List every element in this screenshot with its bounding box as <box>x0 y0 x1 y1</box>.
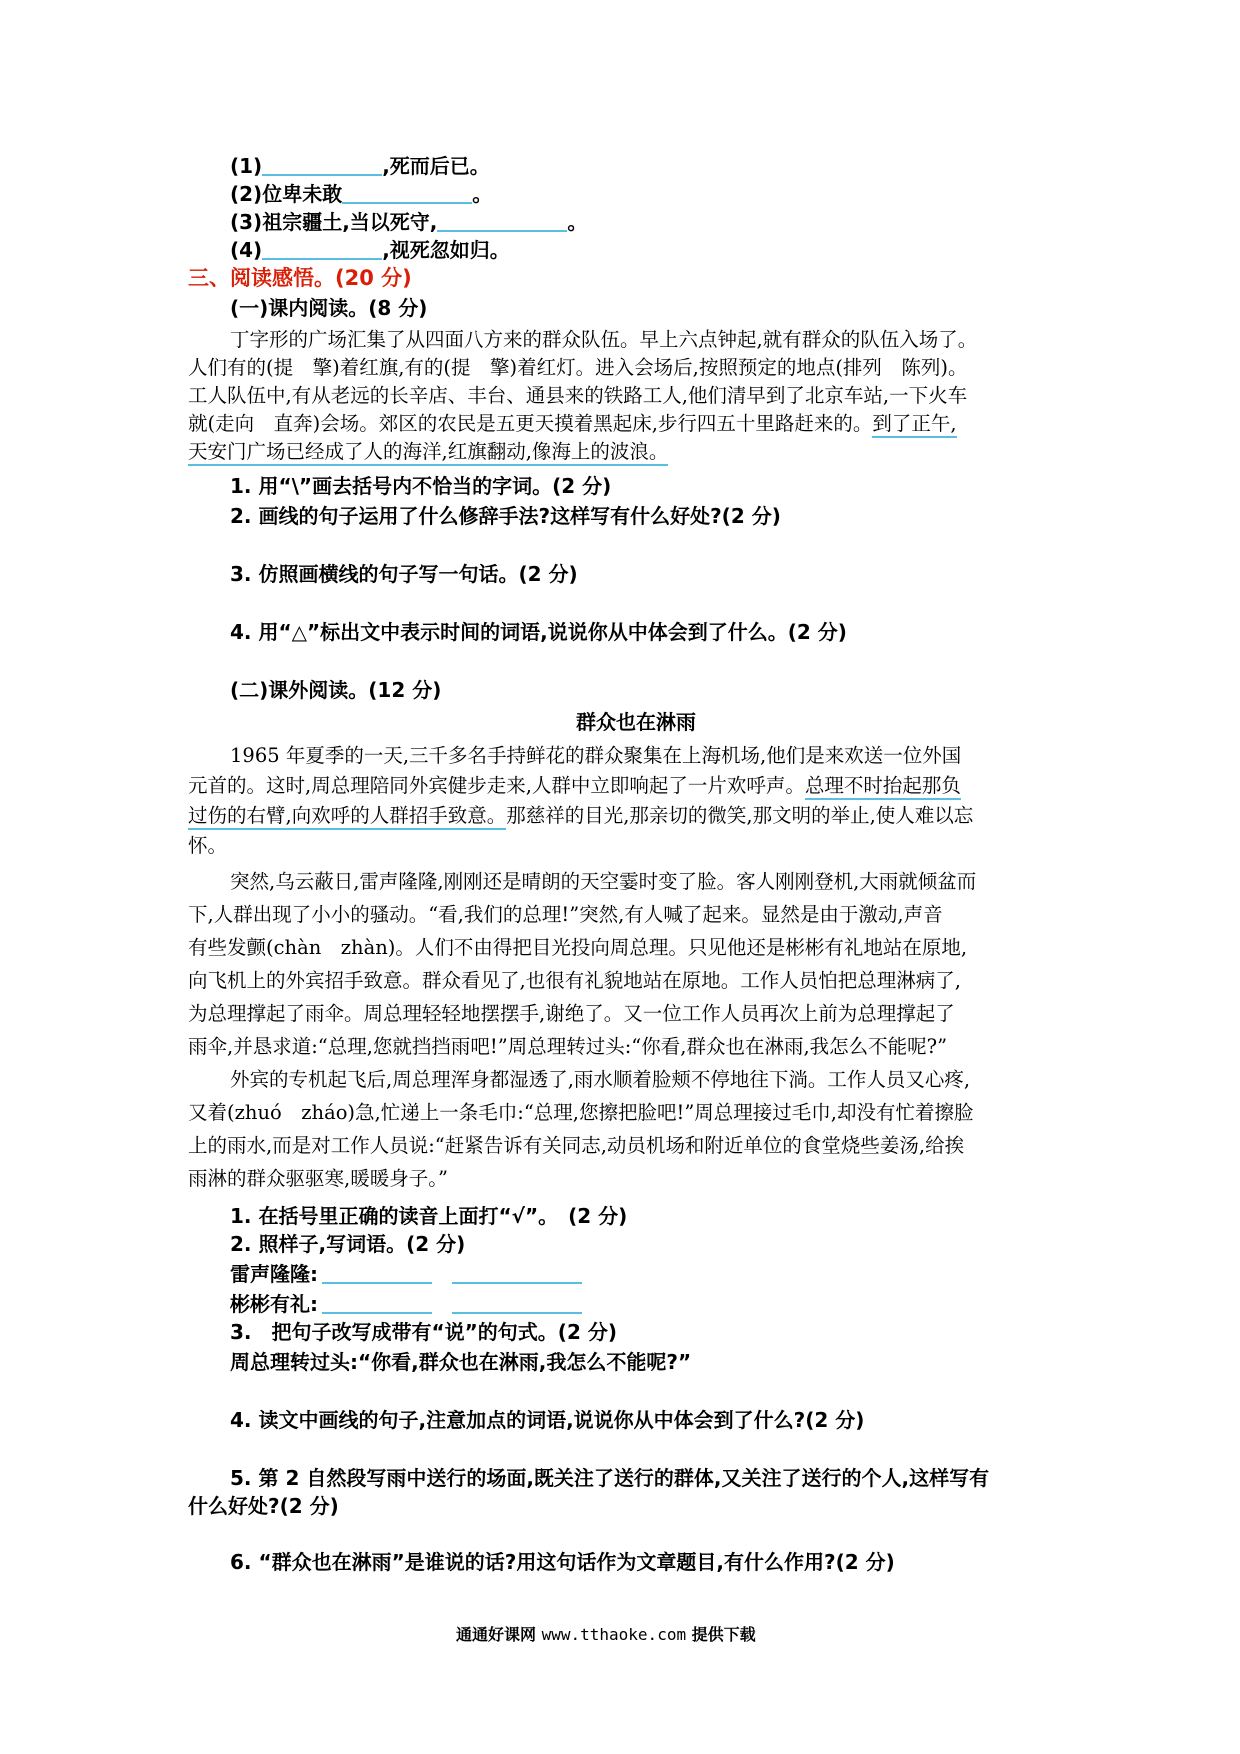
fill-blank-prefix: (3)祖宗疆土,当以死守, <box>230 210 438 234</box>
answer-blank[interactable] <box>262 240 382 260</box>
footer-site-name: 通通好课网 <box>456 1625 537 1644</box>
fill-blank-prefix: (2)位卑未敢 <box>230 182 343 206</box>
example-word: 彬彬有礼: <box>230 1292 318 1316</box>
answer-blank[interactable] <box>322 1264 432 1284</box>
rewrite-sentence: 周总理转过头:“你看,群众也在淋雨,我怎么不能呢?” <box>230 1350 692 1374</box>
part2-title: (二)课外阅读。(12 分) <box>230 678 442 702</box>
part2-question-6: 6. “群众也在淋雨”是谁说的话?用这句话作为文章题目,有什么作用?(2 分) <box>230 1550 895 1574</box>
footer <box>456 1625 756 1644</box>
passage2-line: 又着(zhuó zháo)急,忙递上一条毛巾:“总理,您擦把脸吧!”周总理接过毛巾,却没有忙着擦脸 <box>188 1101 974 1124</box>
passage1-line <box>188 440 668 463</box>
word-example-1 <box>230 1262 582 1286</box>
passage2-line: 突然,乌云蔽日,雷声隆隆,刚刚还是晴朗的天空霎时变了脸。客人刚刚登机,大雨就倾盆而 <box>230 870 977 893</box>
passage1-line <box>188 412 957 435</box>
passage2-line: 向飞机上的外宾招手致意。群众看见了,也很有礼貌地站在原地。工作人员怕把总理淋病了, <box>188 969 961 992</box>
section-heading: 三、阅读感悟。(20 分) <box>188 266 412 290</box>
part1-title: (一)课内阅读。(8 分) <box>230 296 428 320</box>
example-word: 雷声隆隆: <box>230 1262 318 1286</box>
answer-blank[interactable] <box>262 156 382 176</box>
answer-blank[interactable] <box>437 212 567 232</box>
part2-question-3: 3. 把句子改写成带有“说”的句式。(2 分) <box>230 1320 617 1344</box>
part1-question-3: 3. 仿照画横线的句子写一句话。(2 分) <box>230 562 578 586</box>
passage2-line: 怀。 <box>188 834 228 857</box>
part1-question-1: 1. 用“\”画去括号内不恰当的字词。(2 分) <box>230 474 612 498</box>
answer-blank[interactable] <box>452 1264 582 1284</box>
passage2-line: 雨伞,并恳求道:“总理,您就挡挡雨吧!”周总理转过头:“你看,群众也在淋雨,我怎么不能呢?” <box>188 1035 948 1058</box>
passage1-line: 工人队伍中,有从老远的长辛店、丰台、通县来的铁路工人,他们清早到了北京车站,一下火车 <box>188 384 968 407</box>
passage1-line: 人们有的(提 擎)着红旗,有的(提 擎)着红灯。进入会场后,按照预定的地点(排列 陈列)。 <box>188 356 968 379</box>
part2-question-5-cont: 什么好处?(2 分) <box>188 1494 339 1518</box>
part2-question-5: 5. 第 2 自然段写雨中送行的场面,既关注了送行的群体,又关注了送行的个人,这样写有 <box>230 1466 990 1490</box>
passage2-line: 上的雨水,而是对工作人员说:“赶紧告诉有关同志,动员机场和附近单位的食堂烧些姜汤,给挨 <box>188 1134 965 1157</box>
answer-blank[interactable] <box>342 184 472 204</box>
fill-blank-2 <box>230 182 492 206</box>
fill-blank-suffix: ,视死忽如归。 <box>382 238 510 262</box>
word-example-2 <box>230 1292 582 1316</box>
fill-blank-suffix: ,死而后已。 <box>382 154 490 178</box>
passage2-line <box>188 774 961 797</box>
footer-suffix: 提供下载 <box>691 1625 756 1644</box>
passage2-line: 1965 年夏季的一天,三千多名手持鲜花的群众聚集在上海机场,他们是来欢送一位外国 <box>230 744 962 767</box>
passage2-line: 为总理撑起了雨伞。周总理轻轻地摆摆手,谢绝了。又一位工作人员再次上前为总理撑起了 <box>188 1002 955 1025</box>
fill-blank-suffix: 。 <box>472 182 493 206</box>
passage2-text: 元首的。这时,周总理陪同外宾健步走来,人群中立即响起了一片欢呼声。 <box>188 774 805 797</box>
fill-blank-suffix: 。 <box>567 210 588 234</box>
answer-blank[interactable] <box>452 1294 582 1314</box>
fill-blank-prefix: (1) <box>230 154 263 178</box>
underlined-sentence: 过伤的右臂,向欢呼的人群招手致意。 <box>188 804 506 830</box>
part1-question-2: 2. 画线的句子运用了什么修辞手法?这样写有什么好处?(2 分) <box>230 504 781 528</box>
part2-question-4: 4. 读文中画线的句子,注意加点的词语,说说你从中体会到了什么?(2 分) <box>230 1408 865 1432</box>
passage1-line: 丁字形的广场汇集了从四面八方来的群众队伍。早上六点钟起,就有群众的队伍入场了。 <box>230 328 978 351</box>
passage1-text: 就(走向 直奔)会场。郊区的农民是五更天摸着黑起床,步行四五十里路赶来的。 <box>188 412 873 435</box>
fill-blank-1 <box>230 154 490 178</box>
underlined-sentence: 天安门广场已经成了人的海洋,红旗翻动,像海上的波浪。 <box>188 440 668 466</box>
part2-question-2: 2. 照样子,写词语。(2 分) <box>230 1232 466 1256</box>
passage2-line: 外宾的专机起飞后,周总理浑身都湿透了,雨水顺着脸颊不停地往下淌。工作人员又心疼, <box>230 1068 971 1091</box>
underlined-sentence: 总理不时抬起那负 <box>805 774 961 800</box>
passage2-line: 有些发颤(chàn zhàn)。人们不由得把目光投向周总理。只见他还是彬彬有礼地站在原地, <box>188 936 968 959</box>
fill-blank-3 <box>230 210 587 234</box>
passage2-line: 下,人群出现了小小的骚动。“看,我们的总理!”突然,有人喊了起来。显然是由于激动,声音 <box>188 903 943 926</box>
part2-question-1: 1. 在括号里正确的读音上面打“√”。 (2 分) <box>230 1204 628 1228</box>
passage2-line: 雨淋的群众驱驱寒,暖暖身子。” <box>188 1167 448 1190</box>
article-title: 群众也在淋雨 <box>576 710 696 734</box>
footer-url[interactable]: www.tthaoke.com <box>541 1625 687 1644</box>
underlined-sentence: 到了正午, <box>872 412 956 438</box>
answer-blank[interactable] <box>322 1294 432 1314</box>
passage2-line <box>188 804 973 827</box>
part1-question-4: 4. 用“△”标出文中表示时间的词语,说说你从中体会到了什么。(2 分) <box>230 620 847 644</box>
passage2-text: 那慈祥的目光,那亲切的微笑,那文明的举止,使人难以忘 <box>506 804 974 827</box>
fill-blank-prefix: (4) <box>230 238 263 262</box>
fill-blank-4 <box>230 238 510 262</box>
